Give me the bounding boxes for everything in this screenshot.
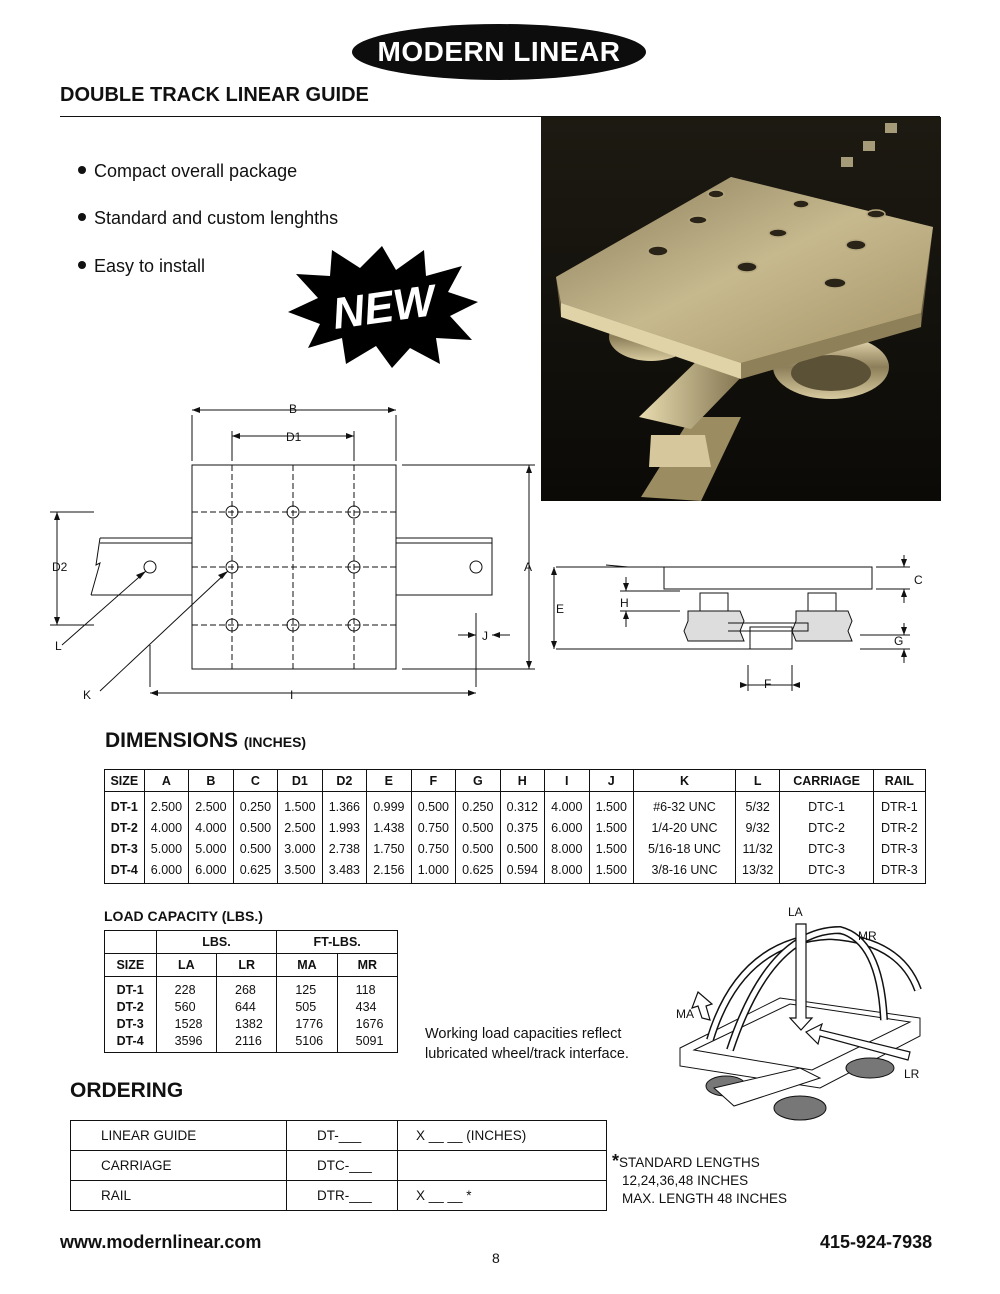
table-cell: 0.500 [500, 838, 544, 859]
column-header: RAIL [873, 770, 925, 792]
table-row [105, 838, 926, 859]
table-cell: 0.500 [456, 838, 500, 859]
table-cell: #6-32 UNC [634, 792, 736, 818]
column-header: MA [277, 954, 337, 977]
table-header-row [105, 931, 398, 954]
table-cell: DTC-2 [780, 817, 873, 838]
column-header: E [367, 770, 411, 792]
table-cell: 1.500 [278, 792, 322, 818]
label-h: H [620, 596, 629, 610]
bullet-dot-icon [78, 213, 86, 221]
table-cell: 5.000 [189, 838, 233, 859]
label-d2: D2 [52, 560, 68, 574]
table-cell: 268 [217, 977, 277, 999]
table-cell: DTC-3 [780, 859, 873, 884]
column-header: C [233, 770, 277, 792]
column-header: G [456, 770, 500, 792]
row-size-cell: DT-1 [105, 977, 157, 999]
table-cell [398, 1151, 607, 1181]
table-cell: 560 [156, 998, 216, 1015]
column-header: B [189, 770, 233, 792]
table-row [105, 1032, 398, 1053]
column-group-header: LBS. [156, 931, 277, 954]
load-note: Working load capacities reflect lubricated wheel/track interface. [425, 1026, 629, 1062]
ordering-heading: ORDERING [70, 1079, 184, 1102]
label-ma: MA [676, 1007, 694, 1021]
table-cell: 0.375 [500, 817, 544, 838]
dimension-drawings [0, 395, 1000, 715]
label-c: C [914, 573, 923, 587]
table-row [105, 817, 926, 838]
table-cell: DTR-3 [873, 838, 925, 859]
table-cell: 0.312 [500, 792, 544, 818]
column-header: I [545, 770, 589, 792]
table-cell: 118 [337, 977, 397, 999]
table-cell: 4.000 [545, 792, 589, 818]
row-size-cell: DT-3 [105, 838, 145, 859]
column-header: D1 [278, 770, 322, 792]
load-direction-diagram [670, 900, 940, 1140]
table-cell: 3596 [156, 1032, 216, 1053]
table-row [71, 1181, 607, 1211]
table-cell: 0.500 [456, 817, 500, 838]
label-g: G [894, 634, 904, 648]
table-cell: 5106 [277, 1032, 337, 1053]
table-cell: 0.500 [233, 817, 277, 838]
label-lr: LR [904, 1067, 920, 1081]
table-cell: 228 [156, 977, 216, 999]
table-cell: 125 [277, 977, 337, 999]
table-cell: 505 [277, 998, 337, 1015]
feature-bullet: Easy to install [78, 256, 205, 277]
bullet-dot-icon [78, 261, 86, 269]
table-cell: DTC-___ [287, 1151, 398, 1181]
label-la: LA [788, 905, 803, 919]
table-cell: 1.438 [367, 817, 411, 838]
label-d1: D1 [286, 430, 302, 444]
table-cell: 1.000 [411, 859, 455, 884]
column-header: K [634, 770, 736, 792]
column-header: CARRIAGE [780, 770, 873, 792]
table-cell: 6.000 [144, 859, 188, 884]
label-i: I [290, 688, 294, 702]
table-cell: 1676 [337, 1015, 397, 1032]
table-cell: 4.000 [144, 817, 188, 838]
row-size-cell: DT-4 [105, 1032, 157, 1053]
table-cell: 1.500 [589, 838, 633, 859]
load-capacity-table [104, 930, 398, 1053]
table-cell: 644 [217, 998, 277, 1015]
table-cell: 5.000 [144, 838, 188, 859]
phone-number: 415-924-7938 [820, 1232, 933, 1252]
table-cell: 0.500 [411, 792, 455, 818]
table-row [71, 1151, 607, 1181]
feature-bullet: Standard and custom lenghths [78, 208, 338, 229]
table-cell: DTR-2 [873, 817, 925, 838]
table-cell: 2.500 [144, 792, 188, 818]
column-header: LR [217, 954, 277, 977]
table-cell: 2.500 [189, 792, 233, 818]
label-mr: MR [858, 929, 877, 943]
table-cell: 8.000 [545, 859, 589, 884]
table-row [105, 1015, 398, 1032]
table-cell: CARRIAGE [71, 1151, 287, 1181]
asterisk-icon: * [612, 1151, 620, 1171]
table-cell: 13/32 [735, 859, 779, 884]
table-cell: 0.750 [411, 838, 455, 859]
load-capacity-heading: LOAD CAPACITY (LBS.) [104, 908, 263, 924]
table-cell: 1776 [277, 1015, 337, 1032]
brand-logo: MODERN LINEAR [352, 24, 646, 80]
column-header: SIZE [105, 770, 145, 792]
column-header: LA [156, 954, 216, 977]
table-cell: 2.500 [278, 817, 322, 838]
table-cell: 11/32 [735, 838, 779, 859]
table-cell: LINEAR GUIDE [71, 1121, 287, 1151]
table-cell: 9/32 [735, 817, 779, 838]
table-cell: 0.750 [411, 817, 455, 838]
label-l: L [55, 639, 62, 653]
table-cell: 5/16-18 UNC [634, 838, 736, 859]
column-header: A [144, 770, 188, 792]
column-header: F [411, 770, 455, 792]
table-cell: 4.000 [189, 817, 233, 838]
new-badge-text: NEW [329, 276, 438, 339]
table-header-row [105, 954, 398, 977]
column-header: D2 [322, 770, 366, 792]
table-cell: 1382 [217, 1015, 277, 1032]
dimensions-table [104, 769, 926, 884]
dimensions-heading: DIMENSIONS (INCHES) [105, 729, 307, 752]
table-cell: 8.000 [545, 838, 589, 859]
label-k: K [83, 688, 92, 702]
table-cell: 6.000 [545, 817, 589, 838]
table-row [105, 859, 926, 884]
label-b: B [289, 402, 298, 416]
table-cell: 1/4-20 UNC [634, 817, 736, 838]
table-cell: 1.366 [322, 792, 366, 818]
table-cell: 3/8-16 UNC [634, 859, 736, 884]
new-starburst-badge [284, 240, 480, 370]
label-a: A [524, 560, 533, 574]
table-cell: 1.993 [322, 817, 366, 838]
column-header: L [735, 770, 779, 792]
table-cell: 0.250 [233, 792, 277, 818]
table-cell: 1.500 [589, 817, 633, 838]
ordering-table [70, 1120, 607, 1211]
table-cell: 3.483 [322, 859, 366, 884]
column-group-header: FT-LBS. [277, 931, 398, 954]
table-cell: 0.625 [456, 859, 500, 884]
table-cell: DTC-3 [780, 838, 873, 859]
table-header-row [105, 770, 926, 792]
table-cell: DTC-1 [780, 792, 873, 818]
feature-bullet: Compact overall package [78, 161, 297, 182]
table-cell: 2116 [217, 1032, 277, 1053]
table-cell: 0.500 [233, 838, 277, 859]
standard-lengths-note: *STANDARD LENGTHS 12,24,36,48 INCHES MAX. LENGTH 48 INCHES [612, 1151, 788, 1206]
table-cell: 434 [337, 998, 397, 1015]
page-title: DOUBLE TRACK LINEAR GUIDE [60, 84, 369, 106]
column-header: H [500, 770, 544, 792]
column-header: SIZE [105, 954, 157, 977]
table-cell: 1528 [156, 1015, 216, 1032]
table-cell: 5/32 [735, 792, 779, 818]
label-j: J [482, 629, 488, 643]
table-cell: 3.000 [278, 838, 322, 859]
table-cell: 1.500 [589, 792, 633, 818]
table-cell: DT-___ [287, 1121, 398, 1151]
table-cell: 0.250 [456, 792, 500, 818]
column-header [105, 931, 157, 954]
table-cell: 5091 [337, 1032, 397, 1053]
page-number: 8 [492, 1250, 500, 1266]
table-row [71, 1121, 607, 1151]
table-row [105, 792, 926, 818]
table-cell: RAIL [71, 1181, 287, 1211]
row-size-cell: DT-2 [105, 998, 157, 1015]
table-cell: 3.500 [278, 859, 322, 884]
table-cell: 2.156 [367, 859, 411, 884]
table-cell: X __ __ (INCHES) [398, 1121, 607, 1151]
bullet-dot-icon [78, 166, 86, 174]
row-size-cell: DT-2 [105, 817, 145, 838]
row-size-cell: DT-3 [105, 1015, 157, 1032]
table-cell: X __ __ * [398, 1181, 607, 1211]
table-cell: 0.625 [233, 859, 277, 884]
label-e: E [556, 602, 565, 616]
table-row [105, 998, 398, 1015]
table-cell: DTR-3 [873, 859, 925, 884]
website-link[interactable]: www.modernlinear.com [60, 1232, 262, 1252]
table-cell: 0.594 [500, 859, 544, 884]
table-cell: 6.000 [189, 859, 233, 884]
table-cell: 1.750 [367, 838, 411, 859]
table-cell: DTR-1 [873, 792, 925, 818]
table-row [105, 977, 398, 999]
table-cell: 1.500 [589, 859, 633, 884]
table-cell: 2.738 [322, 838, 366, 859]
column-header: MR [337, 954, 397, 977]
row-size-cell: DT-1 [105, 792, 145, 818]
table-cell: DTR-___ [287, 1181, 398, 1211]
label-f: F [764, 677, 772, 691]
column-header: J [589, 770, 633, 792]
table-cell: 0.999 [367, 792, 411, 818]
row-size-cell: DT-4 [105, 859, 145, 884]
